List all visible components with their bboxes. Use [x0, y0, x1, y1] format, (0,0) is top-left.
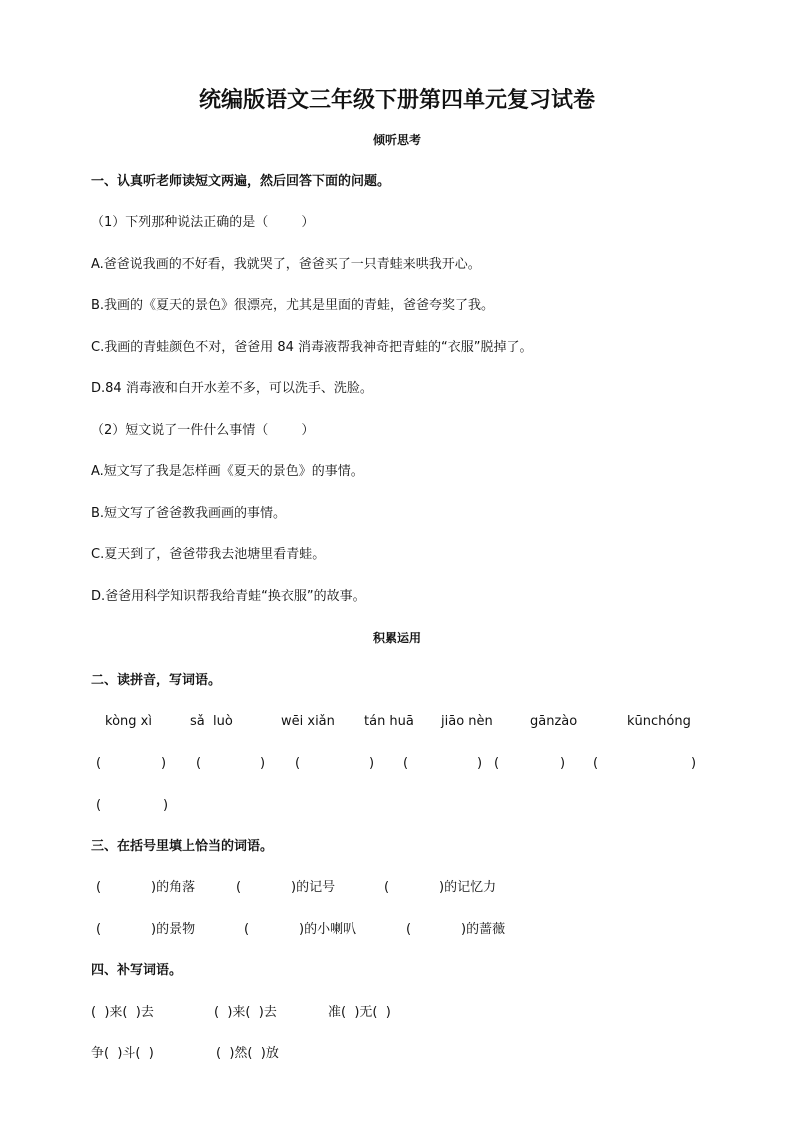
pinyin-3: wēi xiǎn — [281, 714, 335, 729]
option-1-a: A.爸爸说我画的不好看，我就哭了，爸爸买了一只青蛙来哄我开心。 — [91, 257, 481, 272]
pinyin-2: sǎ luò — [190, 714, 233, 729]
option-2-c: C.夏天到了，爸爸带我去池塘里看青蛙。 — [91, 547, 326, 562]
option-1-d: D.84 消毒液和白开水差不多，可以洗手、洗脸。 — [91, 381, 373, 396]
fill-phrase: )的记忆力 — [439, 880, 497, 895]
answer-blank-open[interactable]: ( — [403, 756, 409, 771]
pinyin-7: kūnchóng — [627, 714, 691, 729]
answer-blank-open[interactable]: ( — [494, 756, 500, 771]
answer-blank-close: ) — [163, 798, 169, 813]
idiom-blank[interactable]: ( )然( )放 — [216, 1046, 279, 1061]
question-1-heading: 一、认真听老师读短文两遍，然后回答下面的问题。 — [91, 174, 391, 189]
answer-blank-close: ) — [477, 756, 483, 771]
answer-blank-close: ) — [260, 756, 266, 771]
option-2-a: A.短文写了我是怎样画《夏天的景色》的事情。 — [91, 464, 364, 479]
answer-blank-close: ) — [691, 756, 697, 771]
pinyin-6: gānzào — [530, 714, 578, 729]
question-2-heading: 二、读拼音，写词语。 — [91, 673, 222, 688]
question-1-1: （1）下列那种说法正确的是（ ） — [91, 215, 315, 230]
answer-blank-close: ) — [560, 756, 566, 771]
page-title: 统编版语文三年级下册第四单元复习试卷 — [198, 88, 595, 113]
fill-phrase: )的记号 — [291, 880, 336, 895]
idiom-blank[interactable]: ( )来( )去 — [214, 1005, 277, 1020]
answer-blank-open[interactable]: ( — [196, 756, 202, 771]
fill-blank-open[interactable]: ( — [96, 880, 102, 895]
answer-blank-close: ) — [161, 756, 167, 771]
option-1-b: B.我画的《夏天的景色》很漂亮，尤其是里面的青蛙，爸爸夸奖了我。 — [91, 298, 495, 313]
pinyin-5: jiāo nèn — [441, 714, 493, 729]
fill-phrase: )的小喇叭 — [299, 922, 357, 937]
option-2-b: B.短文写了爸爸教我画画的事情。 — [91, 506, 287, 521]
fill-phrase: )的蔷薇 — [461, 922, 506, 937]
idiom-blank[interactable]: ( )来( )去 — [91, 1005, 154, 1020]
idiom-blank[interactable]: 准( )无( ) — [328, 1005, 391, 1020]
option-2-d: D.爸爸用科学知识帮我给青蛙“换衣服”的故事。 — [91, 589, 366, 604]
answer-blank-open[interactable]: ( — [96, 756, 102, 771]
answer-blank-open[interactable]: ( — [295, 756, 301, 771]
question-3-heading: 三、在括号里填上恰当的词语。 — [91, 839, 274, 854]
fill-blank-open[interactable]: ( — [406, 922, 412, 937]
fill-blank-open[interactable]: ( — [384, 880, 390, 895]
question-4-heading: 四、补写词语。 — [91, 963, 183, 978]
pinyin-1: kòng xì — [105, 714, 152, 729]
idiom-blank[interactable]: 争( )斗( ) — [91, 1046, 154, 1061]
fill-blank-open[interactable]: ( — [96, 922, 102, 937]
fill-phrase: )的景物 — [151, 922, 196, 937]
answer-blank-close: ) — [369, 756, 375, 771]
fill-phrase: )的角落 — [151, 880, 196, 895]
pinyin-4: tán huā — [364, 714, 414, 729]
section-title-listening: 倾听思考 — [372, 133, 421, 147]
answer-blank-open[interactable]: ( — [96, 798, 102, 813]
option-1-c: C.我画的青蛙颜色不对，爸爸用 84 消毒液帮我神奇把青蛙的“衣服”脱掉了。 — [91, 340, 533, 355]
question-1-2: （2）短文说了一件什么事情（ ） — [91, 423, 315, 438]
section-title-accumulation: 积累运用 — [372, 631, 421, 645]
answer-blank-open[interactable]: ( — [593, 756, 599, 771]
fill-blank-open[interactable]: ( — [244, 922, 250, 937]
fill-blank-open[interactable]: ( — [236, 880, 242, 895]
